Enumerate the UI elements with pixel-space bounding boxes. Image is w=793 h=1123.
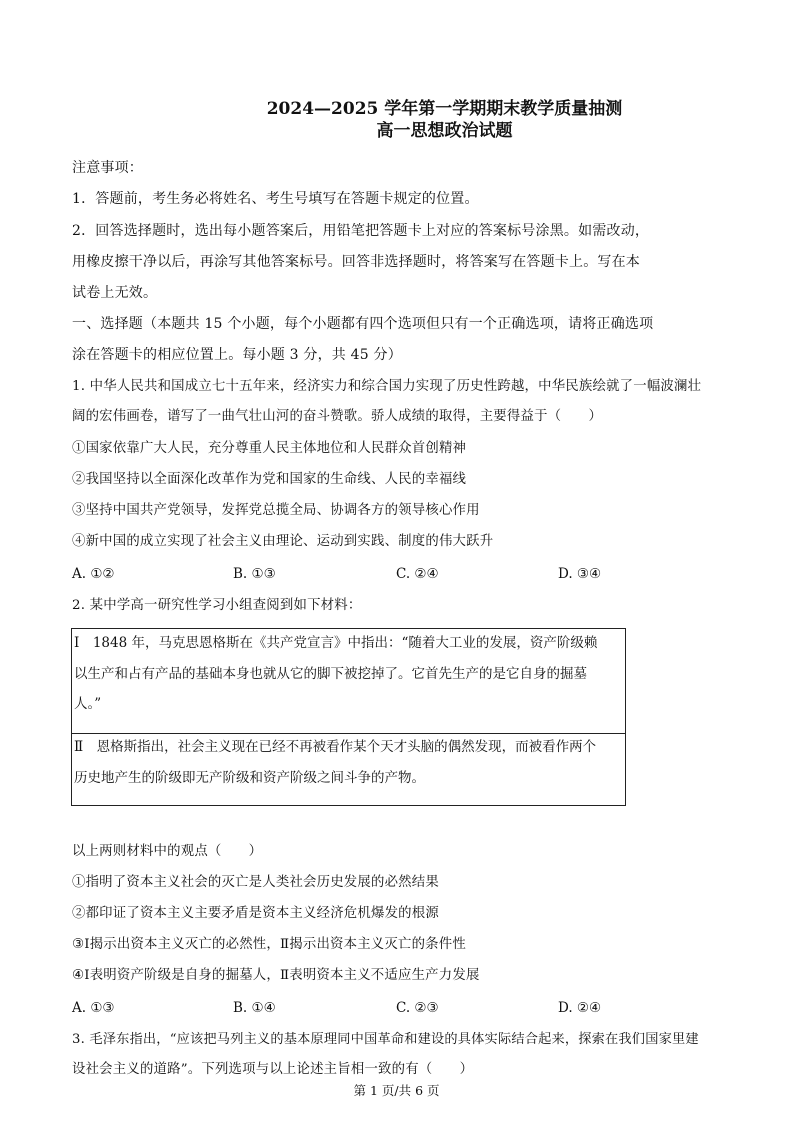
q1-option-c: C. ②④ [396, 566, 439, 582]
note-2-line-3: 试卷上无效。 [72, 285, 158, 301]
q2-material-1-line-3: 人。” [74, 696, 102, 712]
exam-title: 2024—2025 学年第一学期期末教学质量抽测 [266, 99, 623, 119]
q2-option-c: C. ②③ [396, 1000, 439, 1016]
q2-option-a: A. ①③ [72, 1000, 115, 1016]
q2-material-1-line-1: Ⅰ 1848 年，马克思恩格斯在《共产党宣言》中指出：“随着大工业的发展，资产阶级赖 [74, 635, 598, 651]
page-number: 第 1 页/共 6 页 [353, 1083, 440, 1098]
q2-material-1-line-2: 以生产和占有产品的基础本身也就从它的脚下被挖掉了。它首先生产的是它自身的掘墓 [74, 666, 587, 682]
q1-statement-4: ④新中国的成立实现了社会主义由理论、运动到实践、制度的伟大跃升 [72, 534, 494, 549]
q2-material-2-line-1: Ⅱ 恩格斯指出，社会主义现在已经不再被看作某个天才头脑的偶然发现，而被看作两个 [74, 739, 597, 755]
note-1: 1．答题前，考生务必将姓名、考生号填写在答题卡规定的位置。 [72, 191, 479, 207]
q1-statement-1: ①国家依靠广大人民，充分尊重人民主体地位和人民群众首创精神 [72, 441, 467, 456]
q2-material-2-line-2: 历史地产生的阶级即无产阶级和资产阶级之间斗争的产物。 [74, 770, 425, 786]
q2-statement-4: ④Ⅰ表明资产阶级是自身的掘墓人，Ⅱ表明资本主义不适应生产力发展 [72, 968, 480, 983]
q2-statement-1: ①指明了资本主义社会的灭亡是人类社会历史发展的必然结果 [72, 875, 439, 890]
note-2-line-1: 2．回答选择题时，选出每小题答案后，用铅笔把答题卡上对应的答案标号涂黑。如需改动， [72, 223, 650, 239]
q1-option-a: A. ①② [72, 566, 115, 582]
q2-ask: 以上两则材料中的观点（ ） [72, 844, 263, 859]
exam-subtitle: 高一思想政治试题 [376, 121, 513, 141]
q1-option-b: B. ①③ [233, 566, 276, 582]
q2-material-box-1 [71, 628, 626, 734]
section-heading-line-2: 涂在答题卡的相应位置上。每小题 3 分，共 45 分） [72, 347, 402, 363]
notes-heading: 注意事项： [72, 160, 143, 176]
q1-stem-line-1: 1. 中华人民共和国成立七十五年来，经济实力和综合国力实现了历史性跨越，中华民族绘就了一幅波澜壮 [72, 379, 702, 394]
q2-stem: 2. 某中学高一研究性学习小组查阅到如下材料： [72, 598, 362, 613]
q2-statement-2: ②都印证了资本主义主要矛盾是资本主义经济危机爆发的根源 [72, 906, 439, 921]
q2-option-d: D. ②④ [558, 1000, 602, 1016]
q2-option-b: B. ①④ [233, 1000, 276, 1016]
q1-option-d: D. ③④ [558, 566, 602, 582]
q1-stem-line-2: 阔的宏伟画卷，谱写了一曲气壮山河的奋斗赞歌。骄人成绩的取得，主要得益于（ ） [72, 409, 603, 424]
q2-material-box-2 [71, 733, 626, 806]
q1-statement-2: ②我国坚持以全面深化改革作为党和国家的生命线、人民的幸福线 [72, 472, 467, 487]
section-heading-line-1: 一、选择题（本题共 15 个小题，每个小题都有四个选项但只有一个正确选项，请将正确选项 [72, 316, 654, 332]
q1-statement-3: ③坚持中国共产党领导，发挥党总揽全局、协调各方的领导核心作用 [72, 503, 480, 518]
q3-stem-line-1: 3. 毛泽东指出，“应该把马列主义的基本原理同中国革命和建设的具体实际结合起来，探索在我们国家里建 [72, 1032, 699, 1047]
q3-stem-line-2: 设社会主义的道路”。下列选项与以上论述主旨相一致的有（ ） [72, 1062, 474, 1077]
q2-statement-3: ③Ⅰ揭示出资本主义灭亡的必然性，Ⅱ揭示出资本主义灭亡的条件性 [72, 937, 466, 952]
note-2-line-2: 用橡皮擦干净以后，再涂写其他答案标号。回答非选择题时，将答案写在答题卡上。写在本 [72, 254, 640, 270]
